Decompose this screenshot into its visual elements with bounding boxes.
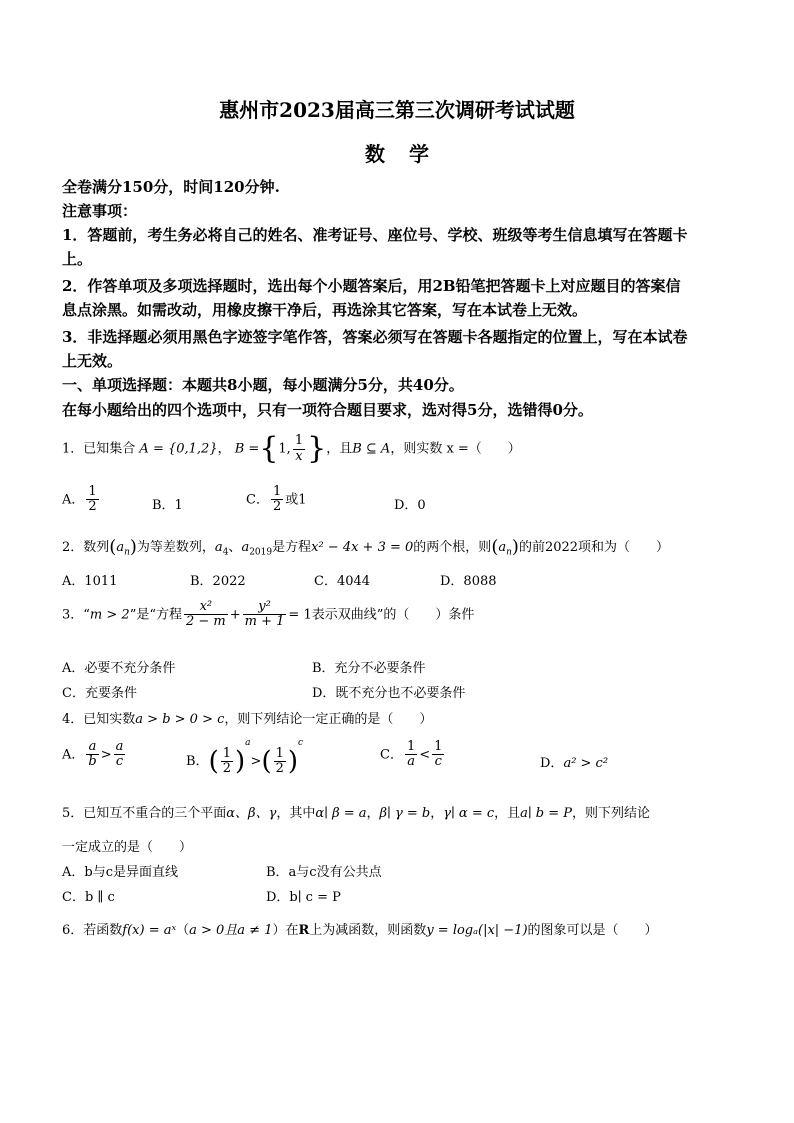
q2-option-b[interactable]: B．2022 <box>190 574 246 589</box>
q2-option-c[interactable]: C．4044 <box>314 574 371 589</box>
section-instruction: 在每小题给出的四个选项中，只有一项符合题目要求，选对得5分，选错得0分。 <box>62 401 593 419</box>
q4-option-a[interactable]: A． $\frac{a}{b}$ > $\frac{a}{c}$ <box>62 739 124 770</box>
section-heading: 一、单项选择题：本题共8小题，每小题满分5分，共40分。 <box>62 376 464 394</box>
notice-heading: 注意事项： <box>62 202 138 220</box>
notice-line: 上无效。 <box>62 352 123 370</box>
q2-option-d[interactable]: D．8088 <box>440 574 497 589</box>
q3-option-d[interactable]: D．既不充分也不必要条件 <box>312 686 466 701</box>
q5-option-d[interactable]: D．b∣ c = P <box>266 890 341 905</box>
q1-set-b-label: B = <box>234 441 260 457</box>
question-3: 3．“m > 2”是“方程 $\frac{\text{x²}}{2 - m}$ + $\frac{\text{y²}}{m + 1}$ = 1表示双曲线”的（ ）条件 <box>62 599 475 630</box>
question-2: 2．数列$(a_n)$为等差数列，$a_4$、$a_{2019}$是方程x² − 4x + 3 = 0的两个根，则$(a_n)$的前2022项和为（ ） <box>62 536 670 558</box>
q1-option-d[interactable]: D．0 <box>394 498 426 513</box>
exam-info: 全卷满分150分，时间120分钟. <box>62 178 280 196</box>
q1-text: ，则实数 x =（ ） <box>390 441 521 457</box>
q3-option-c[interactable]: C．充要条件 <box>62 686 137 701</box>
q4-option-b[interactable]: B．( $\frac{1}{2}$ )$^a$>( $\frac{1}{2}$ )$^c$ <box>186 738 304 777</box>
right-brace-icon: } <box>307 431 327 466</box>
q5-option-a[interactable]: A．b与c是异面直线 <box>62 865 178 880</box>
notice-line: 息点涂黑。如需改动，用橡皮擦干净后，再选涂其它答案，写在本试卷上无效。 <box>62 301 588 319</box>
notice-line: 上。 <box>62 250 93 268</box>
q1-text: 1．已知集合 <box>62 441 136 457</box>
q1-option-c[interactable]: C． $\frac{1}{2}$ 或1 <box>246 484 307 515</box>
q5-option-c[interactable]: C．b ∥ c <box>62 890 115 905</box>
question-6: 6．若函数f(x) = aˣ（a > 0且a ≠ 1）在R上为减函数，则函数y = logₐ(|x| −1)的图象可以是（ ） <box>62 923 658 938</box>
q1-set-b-element: 1, <box>278 441 291 457</box>
notice-line: 1．答题前，考生务必将自己的姓名、准考证号、座位号、学校、班级等考生信息填写在答题卡 <box>62 226 688 244</box>
page-title: 惠州市2023届高三第三次调研考试试题 <box>219 98 575 122</box>
question-5-line-2: 一定成立的是（ ） <box>62 840 193 855</box>
left-brace-icon: { <box>259 431 279 466</box>
q3-option-a[interactable]: A．必要不充分条件 <box>62 661 176 676</box>
notice-line: 2．作答单项及多项选择题时，选出每个小题答案后，用2B铅笔把答题卡上对应题目的答案信 <box>62 277 681 295</box>
q4-option-d[interactable]: D．a² > c² <box>540 756 609 771</box>
q4-option-c[interactable]: C． $\frac{1}{a}$ < $\frac{1}{c}$ <box>380 739 443 770</box>
q1-fraction: $\frac{1}{x}$ <box>294 433 304 464</box>
q1-set-a: A = {0,1,2} <box>139 441 218 457</box>
q3-option-b[interactable]: B．充分不必要条件 <box>312 661 426 676</box>
subject-title: 数学 <box>365 142 453 166</box>
question-1: 1．已知集合 A = {0,1,2}， B ={1, $\frac{1}{x}$ }，且B ⊆ A，则实数 x =（ ） <box>62 431 521 466</box>
q1-text: ，且 <box>326 441 353 457</box>
q5-option-b[interactable]: B．a与c没有公共点 <box>266 865 382 880</box>
notice-line: 3．非选择题必须用黑色字迹签字笔作答，答案必须写在答题卡各题指定的位置上，写在本试卷 <box>62 328 688 346</box>
q1-option-a[interactable]: A． $\frac{1}{2}$ <box>62 484 97 515</box>
q1-subset: B ⊆ A <box>352 441 391 457</box>
q1-option-b[interactable]: B．1 <box>152 498 183 513</box>
question-4: 4．已知实数a > b > 0 > c，则下列结论一定正确的是（ ） <box>62 712 433 727</box>
q2-option-a[interactable]: A．1011 <box>62 574 118 589</box>
question-5: 5．已知互不重合的三个平面α、β、γ，其中α∣ β = a，β∣ γ = b，γ∣ α = c，且a∣ b = P，则下列结论 <box>62 806 651 821</box>
